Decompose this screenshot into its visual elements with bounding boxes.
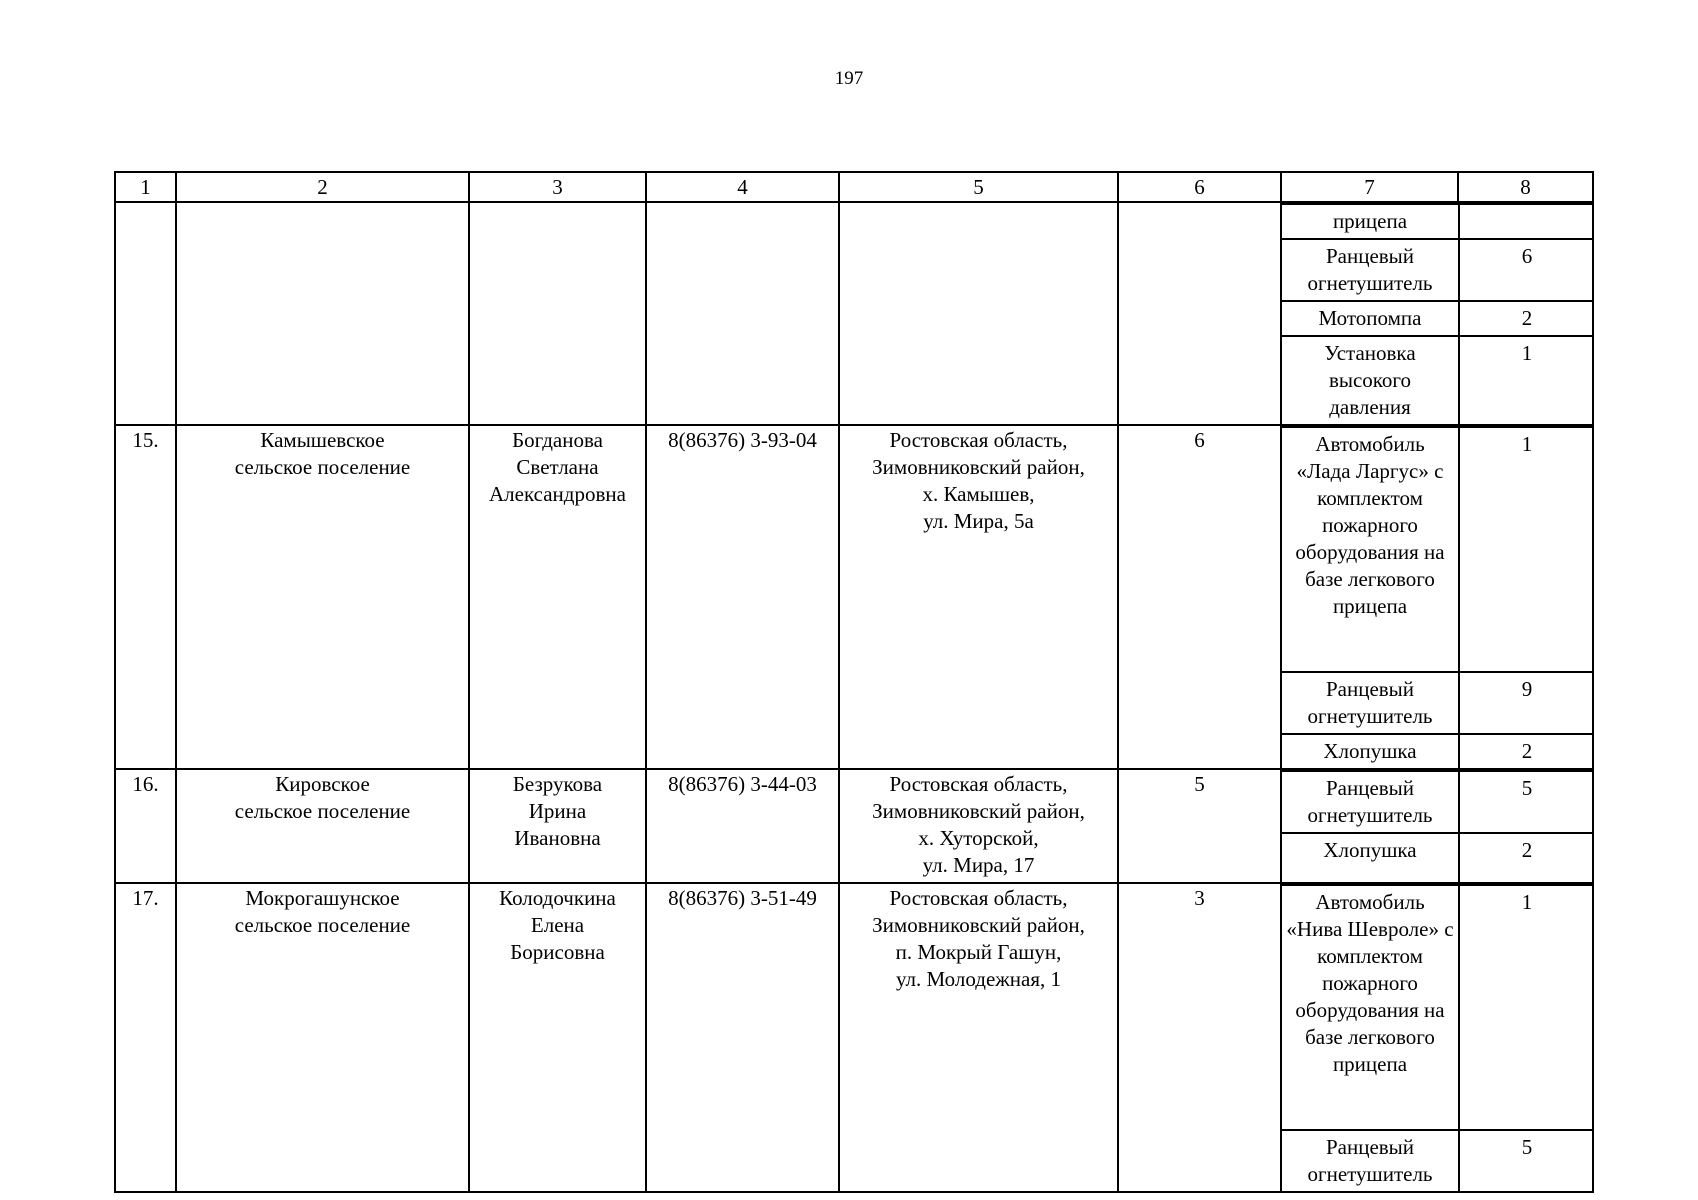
head-name [469,769,646,883]
head-name [469,883,646,1192]
staff-count: 3 [1118,883,1281,1192]
row-number: 17. [115,883,176,1192]
equipment-cell [1281,425,1593,769]
settlement-name [176,769,469,883]
equipment-quantity: 2 [1459,734,1594,768]
equipment-quantity: 2 [1459,301,1594,336]
table-row [115,425,1593,769]
empty-cell [1118,202,1281,425]
head-name-line: Борисовна [510,940,605,964]
address-line: х. Камышев, [922,482,1035,506]
address-line: х. Хуторской, [918,826,1039,850]
equipment-quantity: 5 [1459,771,1594,833]
equipment-row [1282,885,1594,1130]
head-name-line: Ивановна [514,826,601,850]
equipment-list [1282,203,1594,424]
equipment-name: Ранцевый огнетушитель [1282,1130,1459,1191]
staff-count: 5 [1118,769,1281,883]
equipment-list [1282,884,1594,1191]
column-number-4: 4 [646,172,839,202]
equipment-quantity: 2 [1459,833,1594,882]
equipment-quantity: 9 [1459,672,1594,734]
address-line: п. Мокрый Гашун, [895,940,1062,964]
phone-number: 8(86376) 3-44-03 [646,769,839,883]
table-row [115,883,1593,1192]
column-number-8: 8 [1458,172,1593,202]
settlement-name [176,883,469,1192]
equipment-quantity: 1 [1459,885,1594,1130]
row-number: 15. [115,425,176,769]
empty-cell [115,202,176,425]
page-number: 197 [834,68,864,89]
equipment-name: Хлопушка [1282,734,1459,768]
equipment-quantity: 1 [1459,427,1594,672]
address-line: Зимовниковский район, [872,799,1085,823]
phone-number: 8(86376) 3-93-04 [646,425,839,769]
equipment-cell [1281,769,1593,883]
address-line: Ростовская область, [889,428,1068,452]
equipment-row [1282,672,1594,734]
equipment-row [1282,734,1594,768]
head-name-line: Колодочкина [499,886,616,910]
address-line: Зимовниковский район, [872,455,1085,479]
equipment-list [1282,426,1594,768]
column-number-7: 7 [1281,172,1458,202]
settlement-name-line: Мокрогашунское [245,886,400,910]
equipment-name: Ранцевый огнетушитель [1282,239,1459,301]
head-name-line: Александровна [489,482,626,506]
column-number-1: 1 [115,172,176,202]
row-number: 16. [115,769,176,883]
settlement-name-line: сельское поселение [234,799,411,823]
settlement-name [176,425,469,769]
equipment-row [1282,427,1594,672]
empty-cell [176,202,469,425]
equipment-name: Мотопомпа [1282,301,1459,336]
equipment-name: Ранцевый огнетушитель [1282,672,1459,734]
equipment-name: прицепа [1282,204,1459,239]
head-name-line: Ирина [528,799,587,823]
equipment-name: Ранцевый огнетушитель [1282,771,1459,833]
empty-cell [839,202,1118,425]
head-name-line: Елена [530,913,585,937]
equipment-quantity: 1 [1459,336,1594,424]
equipment-name: Автомобиль «Лада Ларгус» с комплектом пожарного оборудования на базе легкового прицепа [1282,427,1459,672]
phone-number: 8(86376) 3-51-49 [646,883,839,1192]
continuation-row [115,202,1593,425]
equipment-row [1282,301,1594,336]
column-number-6: 6 [1118,172,1281,202]
table-row [115,769,1593,883]
equipment-row [1282,239,1594,301]
column-number-5: 5 [839,172,1118,202]
equipment-quantity: 6 [1459,239,1594,301]
address [839,425,1118,769]
column-number-3: 3 [469,172,646,202]
column-number-2: 2 [176,172,469,202]
empty-cell [646,202,839,425]
head-name [469,425,646,769]
settlement-name-line: сельское поселение [234,913,411,937]
address-line: Ростовская область, [889,886,1068,910]
empty-cell [469,202,646,425]
equipment-row [1282,336,1594,424]
address-line: ул. Мира, 5а [923,509,1034,533]
equipment-row [1282,833,1594,882]
equipment-row [1282,771,1594,833]
address-line: ул. Мира, 17 [922,853,1035,877]
address [839,883,1118,1192]
address-line: Зимовниковский район, [872,913,1085,937]
equipment-quantity [1459,204,1594,239]
address-line: ул. Молодежная, 1 [895,967,1062,991]
equipment-cell [1281,883,1593,1192]
settlement-name-line: сельское поселение [234,455,411,479]
equipment-name: Установка высокого давления [1282,336,1459,424]
head-name-line: Светлана [516,455,599,479]
equipment-table [114,171,1594,1193]
head-name-line: Богданова [512,428,603,452]
equipment-name: Хлопушка [1282,833,1459,882]
equipment-row [1282,204,1594,239]
equipment-cell [1281,202,1593,425]
equipment-quantity: 5 [1459,1130,1594,1191]
table-body [115,172,1593,1192]
column-number-row [115,172,1593,202]
equipment-row [1282,1130,1594,1191]
address [839,769,1118,883]
address-line: Ростовская область, [889,772,1068,796]
equipment-name: Автомобиль «Нива Шевроле» с комплектом пожарного оборудования на базе легкового прицепа [1282,885,1459,1130]
settlement-name-line: Камышевское [260,428,385,452]
equipment-list [1282,770,1594,882]
head-name-line: Безрукова [512,772,603,796]
staff-count: 6 [1118,425,1281,769]
settlement-name-line: Кировское [275,772,370,796]
